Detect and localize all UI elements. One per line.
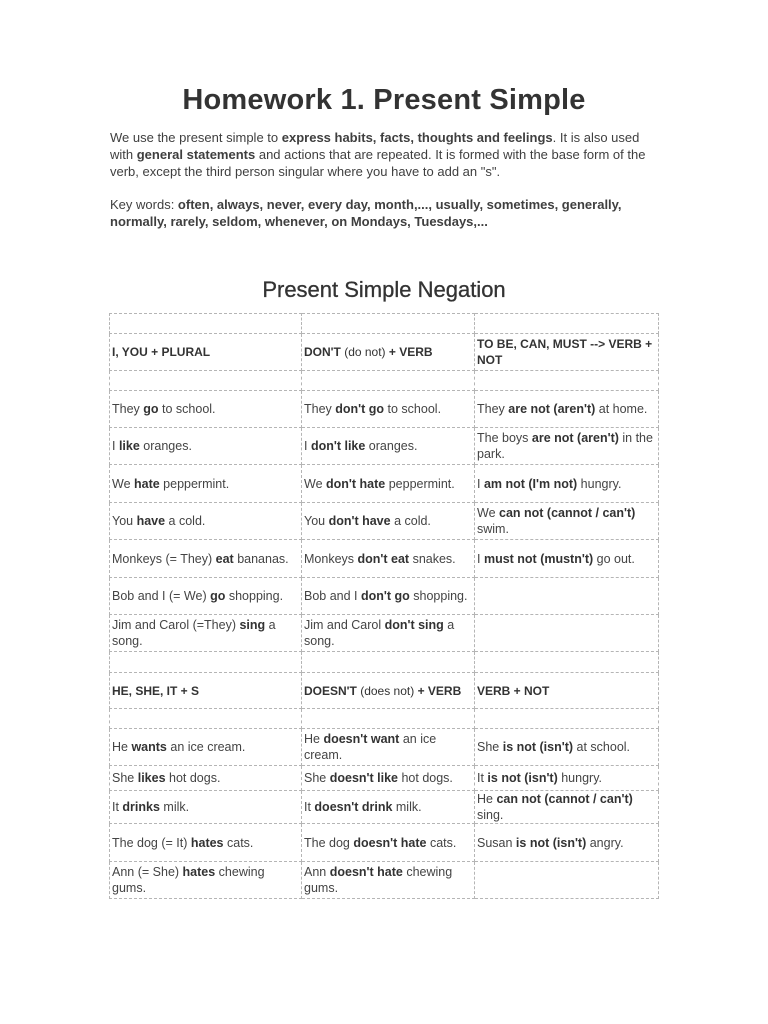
verb-emphasis: is not (isn't) [487, 771, 558, 785]
table-row [110, 862, 659, 899]
cell-text: oranges. [139, 439, 192, 453]
table-cell [110, 465, 302, 503]
table-cell [110, 824, 302, 862]
table-cell [475, 465, 659, 503]
header-aux-bold: DOESN'T [304, 683, 357, 698]
verb-emphasis: doesn't drink [314, 800, 393, 814]
verb-emphasis: doesn't hate [353, 835, 427, 850]
cell-text: hungry. [557, 771, 602, 785]
verb-emphasis: are not (aren't) [508, 402, 596, 416]
header-cell-be-can-must: TO BE, CAN, MUST --> VERB + NOT [475, 334, 659, 371]
table-cell [475, 729, 659, 766]
verb-emphasis: is not (isn't) [515, 835, 587, 850]
table-row [110, 503, 659, 540]
table-cell [302, 578, 475, 615]
verb-emphasis: like [118, 439, 140, 453]
table-cell [110, 791, 302, 824]
cell-text: cats. [223, 835, 254, 850]
negation-table-body [110, 314, 659, 899]
cell-text: an ice cream. [304, 732, 437, 762]
cell-text: It [477, 771, 488, 785]
table-cell [475, 824, 659, 862]
cell-text: peppermint. [159, 476, 230, 491]
header-aux-verb: + VERB [417, 683, 462, 698]
cell-text: milk. [159, 800, 190, 814]
cell-text: to school. [384, 402, 442, 416]
table-cell [302, 862, 475, 899]
cell-text: Jim and Carol [304, 618, 385, 632]
header-cell-subject: I, YOU + PLURAL [110, 334, 302, 371]
verb-emphasis: must not (mustn't) [483, 551, 594, 566]
cell-text: cats. [426, 835, 457, 850]
cell-text: hungry. [577, 476, 622, 491]
table-cell [110, 766, 302, 791]
keywords-list: often, always, never, every day, month,..., usually, sometimes, generally, normally, rarely, seldom, whenever, on Mondays, Tuesdays,... [110, 197, 622, 229]
table-spacer-row [110, 652, 659, 673]
cell-text: hot dogs. [165, 771, 221, 785]
intro-paragraph [110, 129, 662, 180]
verb-emphasis: am not (I'm not) [483, 476, 578, 491]
cell-text: He [304, 732, 324, 746]
table-cell [110, 428, 302, 465]
verb-emphasis: hate [359, 476, 386, 491]
cell-text: oranges. [365, 439, 418, 453]
table-row [110, 465, 659, 503]
header-cell-subject: HE, SHE, IT + S [110, 673, 302, 709]
verb-emphasis: drinks [122, 800, 160, 814]
table-cell [110, 503, 302, 540]
verb-emphasis: don't go [361, 589, 410, 603]
verb-emphasis: eat [215, 551, 234, 566]
cell-text: Jim and Carol (=They) [112, 618, 240, 632]
verb-emphasis: sing [239, 618, 266, 632]
table-cell [110, 540, 302, 578]
cell-text: He [477, 792, 497, 806]
table-cell [475, 791, 659, 824]
cell-text: Monkeys (= They) [112, 551, 216, 566]
cell-text: an ice cream. [166, 740, 246, 754]
cell-text: I [477, 476, 484, 491]
header-cell-verb-not: VERB + NOT [475, 673, 659, 709]
cell-text: We [112, 476, 134, 491]
table-cell [110, 862, 302, 899]
table-spacer-row [110, 314, 659, 334]
table-cell [475, 391, 659, 428]
cell-text: It [112, 800, 123, 814]
cell-text: We [477, 506, 499, 520]
cell-text: chewing gums. [304, 865, 453, 895]
table-cell [302, 391, 475, 428]
keywords-label: Key words: [110, 197, 178, 212]
table-row [110, 791, 659, 824]
cell-text: They [477, 402, 509, 416]
cell-text: Monkeys [304, 551, 358, 566]
verb-emphasis: can not (cannot / can't) [499, 506, 636, 520]
cell-text: at home. [595, 402, 648, 416]
cell-text: a cold. [165, 514, 206, 528]
cell-text: peppermint. [385, 476, 455, 491]
intro-bold-2: general statements [136, 147, 256, 162]
header-aux-verb: + VERB [388, 345, 433, 359]
table-spacer-row [110, 709, 659, 729]
table-row [110, 766, 659, 791]
intro-text-2: . It is also used with [110, 130, 640, 162]
table-row [110, 578, 659, 615]
verb-emphasis: likes [137, 771, 166, 785]
table-cell [475, 862, 659, 899]
cell-text: at school. [573, 740, 631, 754]
verb-emphasis: are not (aren't) [531, 431, 619, 445]
table-row [110, 540, 659, 578]
cell-text: Susan [477, 835, 516, 850]
cell-text: milk. [392, 800, 422, 814]
table-cell [475, 578, 659, 615]
table-spacer-row [110, 371, 659, 391]
cell-text: Ann [304, 865, 330, 879]
page-title: Homework 1. Present Simple [182, 84, 586, 116]
verb-emphasis: go [210, 589, 226, 603]
cell-text: Ann (= She) [112, 865, 183, 879]
table-cell [302, 615, 475, 652]
intro-text-1: We use the present simple to [110, 130, 282, 145]
verb-emphasis: can not (cannot / can't) [496, 792, 633, 806]
header-aux-note: (do not) [340, 345, 389, 359]
cell-text: You [304, 514, 329, 528]
cell-text: They [112, 402, 144, 416]
table-row [110, 391, 659, 428]
cell-text: go out. [593, 551, 635, 566]
cell-text: They [304, 402, 336, 416]
table-cell [110, 615, 302, 652]
verb-emphasis: have [136, 514, 166, 528]
cell-text: She [112, 771, 138, 785]
table-cell [302, 465, 475, 503]
table-row [110, 428, 659, 465]
cell-text: swim. [477, 522, 509, 536]
cell-text: sing. [477, 808, 504, 822]
table-cell [110, 729, 302, 766]
cell-text: She [477, 740, 503, 754]
verb-emphasis: don't eat [357, 551, 410, 566]
table-cell [302, 503, 475, 540]
table-header-row-plural [110, 334, 659, 371]
verb-emphasis: is not (isn't) [502, 740, 574, 754]
verb-emphasis: doesn't hate [329, 865, 403, 879]
negation-table [109, 313, 659, 899]
cell-text: to school. [158, 402, 216, 416]
header-aux-note: (does not) [356, 683, 418, 698]
verb-emphasis: don't have [328, 514, 391, 528]
cell-text: It [304, 800, 315, 814]
table-cell [110, 391, 302, 428]
cell-text: He [112, 740, 132, 754]
intro-bold-1: express habits, facts, thoughts and feelings [281, 130, 553, 145]
table-row [110, 729, 659, 766]
table-cell [475, 615, 659, 652]
table-cell [302, 729, 475, 766]
header-cell-auxiliary [302, 334, 475, 371]
cell-text: a song. [112, 618, 276, 648]
verb-emphasis: don't sing [384, 618, 444, 632]
verb-emphasis: go [143, 402, 159, 416]
section-title: Present Simple Negation [262, 277, 506, 302]
verb-emphasis: hates [182, 865, 216, 879]
table-cell [475, 428, 659, 465]
cell-text: a cold. [390, 514, 431, 528]
table-cell [475, 503, 659, 540]
table-row [110, 824, 659, 862]
cell-text: I [112, 439, 119, 453]
cell-text: Bob and I (= We) [112, 589, 211, 603]
cell-text: She [304, 771, 330, 785]
cell-text: The dog [304, 835, 354, 850]
cell-text: bananas. [233, 551, 289, 566]
cell-text: We [304, 476, 326, 491]
verb-emphasis: doesn't like [329, 771, 398, 785]
cell-text: chewing gums. [112, 865, 265, 895]
cell-text: angry. [586, 835, 624, 850]
verb-emphasis: doesn't want [323, 732, 400, 746]
header-cell-auxiliary [302, 673, 475, 709]
cell-text: The dog (= It) [112, 835, 191, 850]
intro-text-3: and actions that are repeated. It is formed with the base form of the verb, except the third person singular where you have to add an "s". [110, 147, 646, 179]
cell-text: You [112, 514, 137, 528]
cell-text: in the park. [477, 431, 653, 461]
table-cell [302, 766, 475, 791]
table-cell [110, 578, 302, 615]
table-header-row-third-person [110, 673, 659, 709]
verb-emphasis: wants [131, 740, 167, 754]
table-cell [302, 791, 475, 824]
cell-text: Bob and I [304, 589, 361, 603]
cell-text: I [304, 439, 311, 453]
table-cell [302, 824, 475, 862]
keywords-paragraph [110, 196, 662, 230]
cell-text: shopping. [225, 589, 284, 603]
table-cell [475, 540, 659, 578]
verb-emphasis: don't go [335, 402, 385, 416]
table-cell [302, 428, 475, 465]
verb-emphasis: hates [190, 835, 224, 850]
cell-text: I [477, 551, 484, 566]
verb-emphasis: don't [326, 476, 357, 491]
header-aux-bold: DON'T [304, 345, 341, 359]
verb-emphasis: don't like [310, 439, 366, 453]
table-cell [475, 766, 659, 791]
verb-emphasis: hate [134, 476, 160, 491]
table-row [110, 615, 659, 652]
cell-text: snakes. [409, 551, 456, 566]
cell-text: a song. [304, 618, 455, 648]
table-cell [302, 540, 475, 578]
cell-text: hot dogs. [398, 771, 453, 785]
cell-text: The boys [477, 431, 532, 445]
cell-text: shopping. [409, 589, 468, 603]
